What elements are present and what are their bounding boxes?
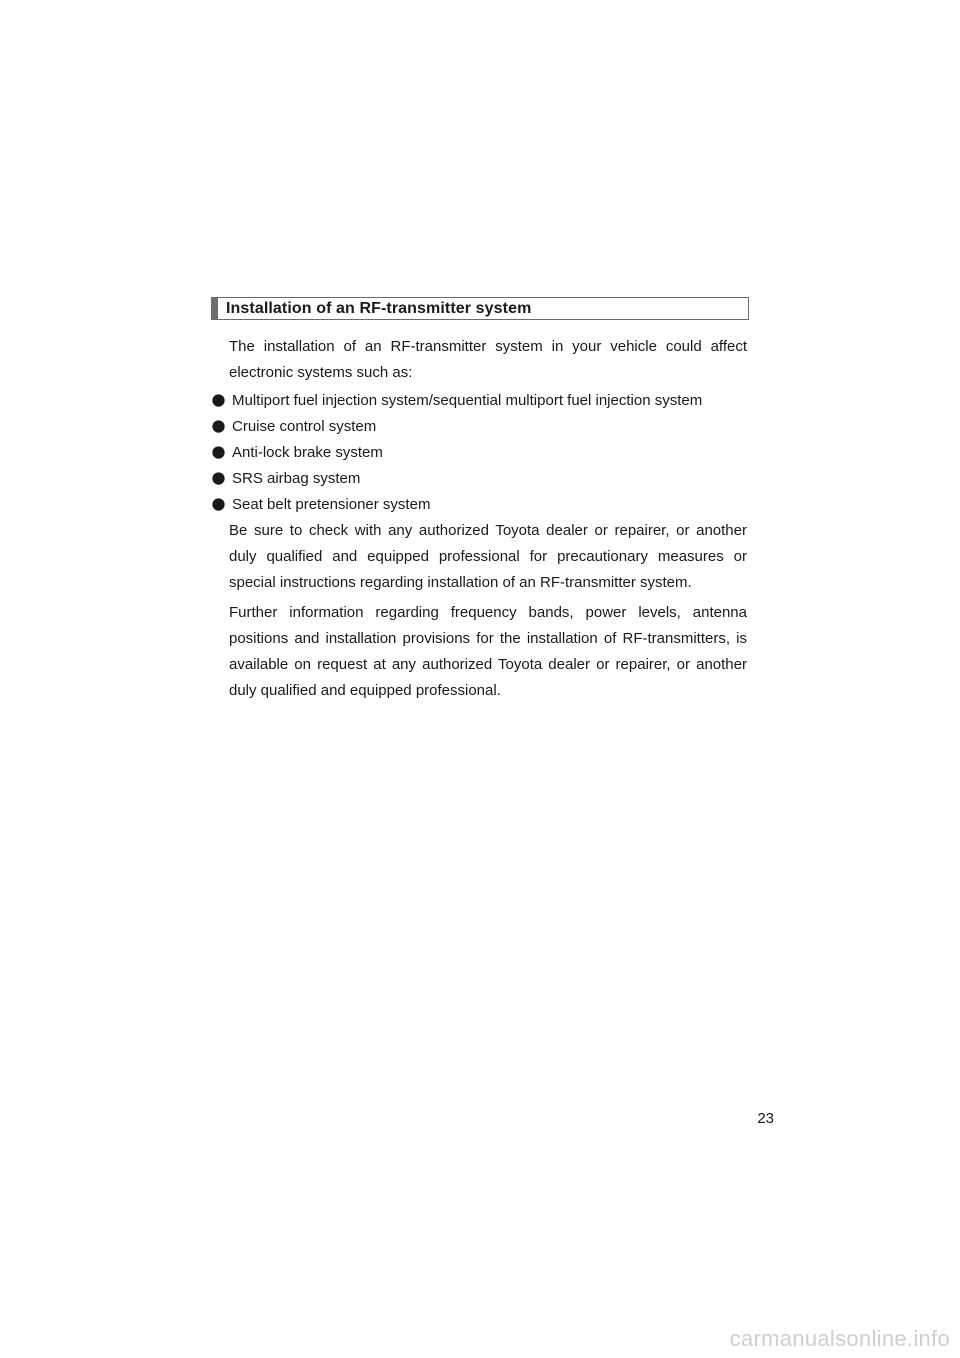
list-item [211,466,747,492]
list-item-text: Anti-lock brake system [232,444,383,461]
list-item [211,492,747,518]
page-number: 23 [757,1110,774,1127]
section-title: Installation of an RF-transmitter system [226,300,532,317]
list-item-text: Cruise control system [232,418,377,435]
list-item [211,414,747,440]
section-header-bar [212,298,218,319]
intro-paragraph: The installation of an RF-transmitter system in your vehicle could affect electronic systems such as: [229,338,747,381]
list-item [211,440,747,466]
bullet-icon [212,420,224,432]
check-paragraph: Be sure to check with any authorized Toyota dealer or repairer, or another duly qualified and equipped professional for precautionary measures or special instructions regarding installation of an RF-transmitter system. [229,522,747,591]
bullet-icon [212,498,224,510]
info-paragraph: Further information regarding frequency bands, power levels, antenna positions and installation provisions for the installation of RF-transmitters, is available on request at any authorized Toyota dealer or repairer, or another duly qualified and equipped professional. [229,604,747,699]
list-item-text: SRS airbag system [232,470,361,487]
bullet-icon [212,394,224,406]
section-header [211,297,749,320]
watermark-text: carmanualsonline.info [729,1326,950,1351]
content [211,334,747,704]
list-item [211,388,747,414]
bullet-icon [212,446,224,458]
list-item-text: Multiport fuel injection system/sequential multiport fuel injection system [232,392,703,409]
affected-systems-list [211,388,747,518]
bullet-icon [212,472,224,484]
list-item-text: Seat belt pretensioner system [232,496,431,513]
